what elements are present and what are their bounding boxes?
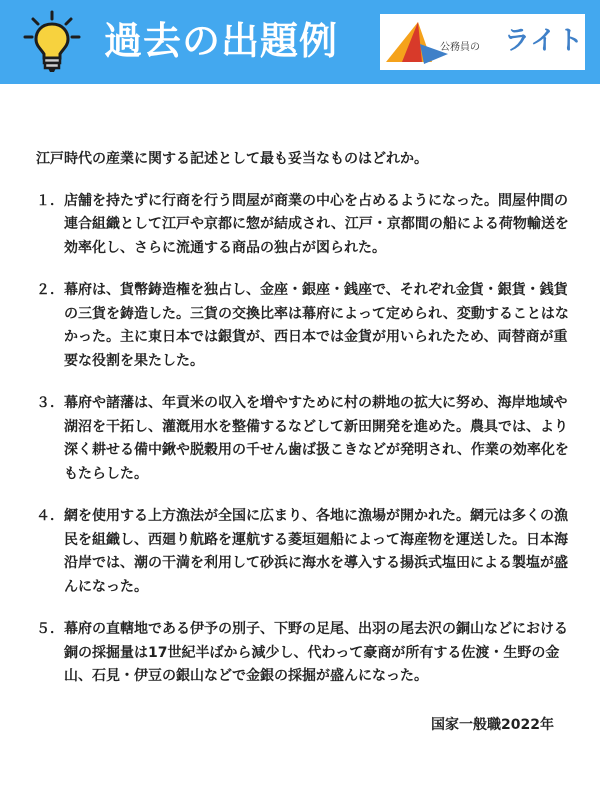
choice-text: 幕府は、貨幣鋳造権を独占し、金座・銀座・銭座で、それぞれ金貨・銀貨・銭貨の三貨を鋳造した。三貨の交換比率は幕府によって定められ、変動することはなかった。主に東日本では銀貨が、西日本では金貨が用いられたため、両替商が重要な役割を果たした。 bbox=[64, 282, 569, 369]
page-title: 過去の出題例 bbox=[104, 19, 339, 63]
brand-logo bbox=[380, 14, 585, 70]
choice-item bbox=[36, 190, 576, 261]
choice-item bbox=[36, 279, 576, 373]
choice-item bbox=[36, 505, 576, 599]
question-text: 江戸時代の産業に関する記述として最も妥当なものはどれか。 bbox=[36, 151, 428, 167]
choice-number: ５． bbox=[36, 621, 64, 637]
choice-number: １． bbox=[36, 192, 64, 209]
choice-item bbox=[36, 392, 576, 486]
choice-text: 幕府の直轄地である伊予の別子、下野の足尾、出羽の尾去沢の銅山などにおける銅の採掘量は17世紀半ばから減少し、代わって豪商が所有する佐渡・生野の金山、石見・伊豆の銀山などで金銀の採掘が盛んになった。 bbox=[64, 621, 568, 684]
question-body bbox=[36, 148, 576, 708]
header-banner bbox=[0, 0, 600, 84]
choice-text: 店舗を持たずに行商を行う問屋が商業の中心を占めるようになった。問屋仲間の連合組織として江戸や京都に惣が結成され、江戸・京都間の船による荷物輸送を効率化し、さらに流通する商品の独占が図られた。 bbox=[64, 192, 569, 256]
choice-item bbox=[36, 618, 576, 689]
choice-number: ２． bbox=[36, 282, 64, 298]
logo-subtitle: 公務員の bbox=[440, 42, 480, 53]
exam-source: 国家一般職2022年 bbox=[431, 717, 554, 733]
choice-number: ３． bbox=[36, 395, 64, 411]
choice-text: 幕府や諸藩は、年貢米の収入を増やすために村の耕地の拡大に努め、海岸地域や湖沼を干拓し、灌漑用水を整備するなどして新田開発を進めた。農具では、より深く耕せる備中鍬や脱穀用の千せん歯ば扱こきなどが発明され、作業の効率化をもたらした。 bbox=[64, 395, 569, 482]
lightbulb-icon bbox=[22, 10, 82, 74]
logo-name: ライト bbox=[504, 26, 585, 56]
choice-text: 網を使用する上方漁法が全国に広まり、各地に漁場が開かれた。網元は多くの漁民を組織し、西廻り航路を運航する菱垣廻船によって海産物を運送した。日本海沿岸では、潮の干満を利用して砂浜に海水を導入する揚浜式塩田による製塩が盛んになった。 bbox=[64, 508, 568, 595]
choice-number: ４． bbox=[36, 508, 64, 524]
